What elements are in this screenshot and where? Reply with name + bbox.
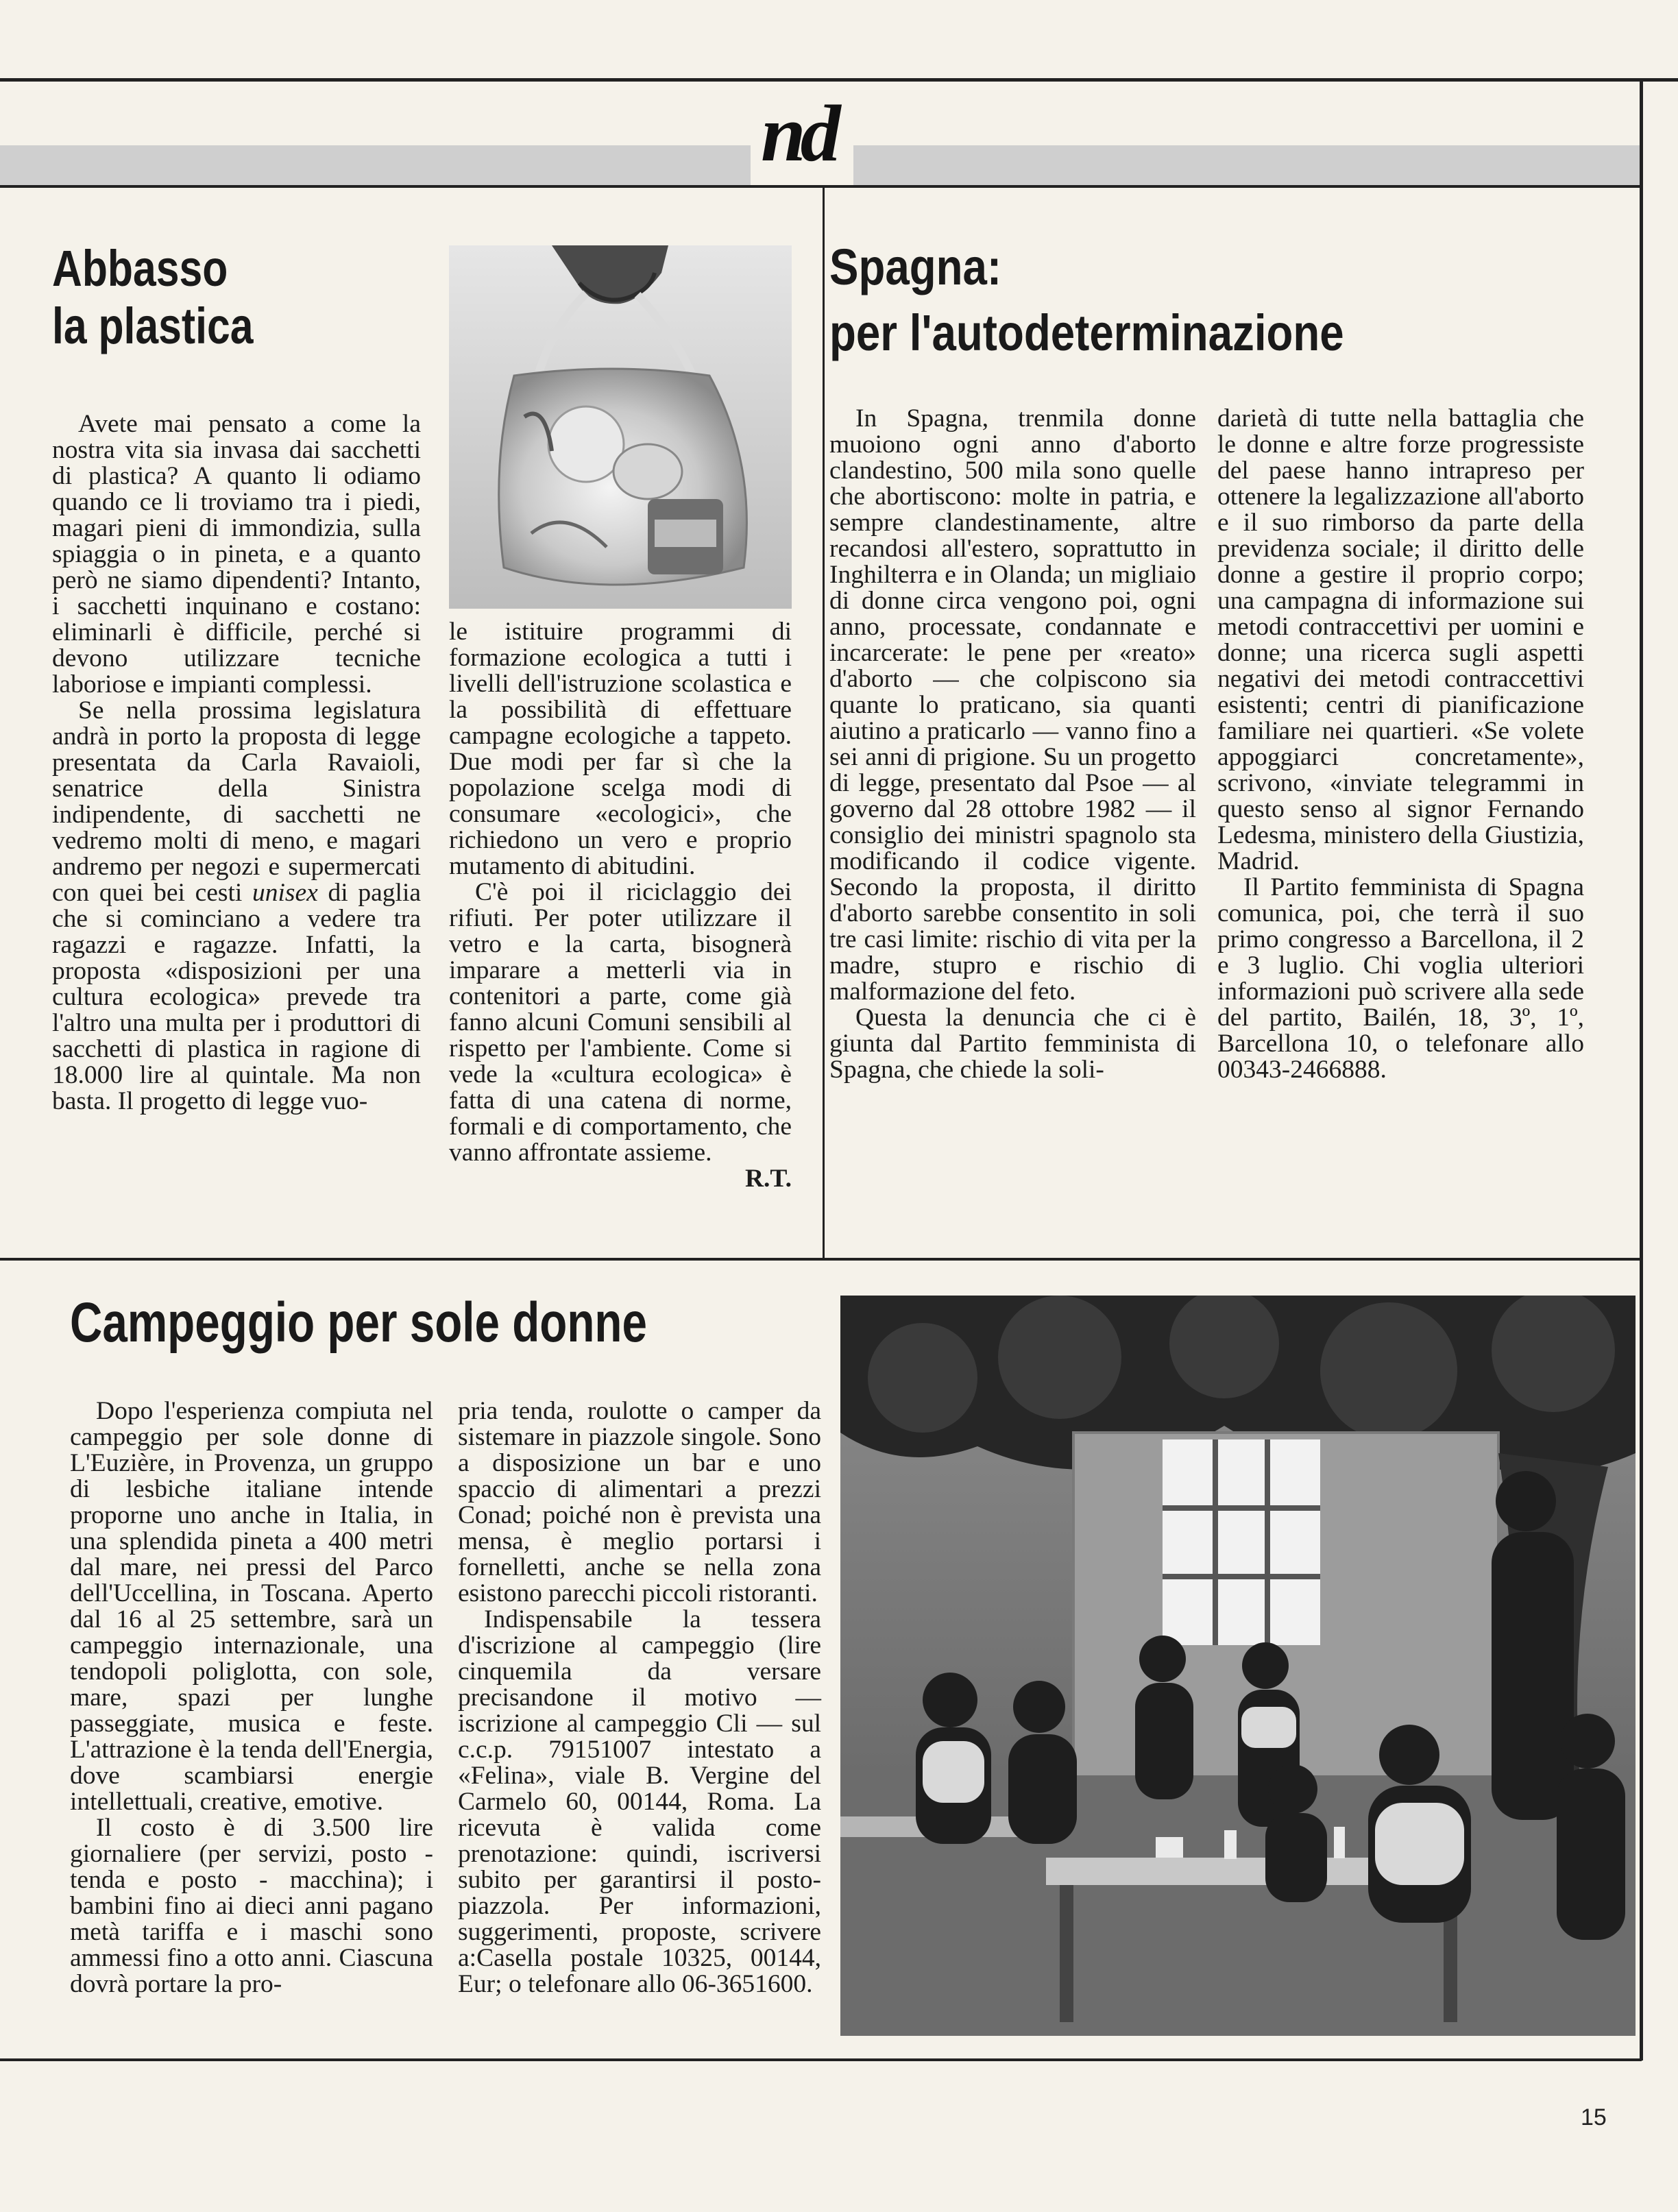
camp-gathering-image [840, 1296, 1636, 2036]
title-line-1: Spagna: [829, 239, 1002, 295]
column-divider [823, 186, 825, 1259]
article-camp-title: Campeggio per sole donne [70, 1291, 647, 1354]
article-plastic-col-2 [449, 619, 792, 1192]
title-line-1: Abbasso [52, 240, 228, 297]
top-rule [0, 78, 1678, 82]
magazine-logo: nd [761, 88, 836, 178]
page-number: 15 [1581, 2104, 1607, 2130]
middle-rule [0, 1258, 1642, 1261]
article-spain-title [829, 234, 1596, 366]
paragraph: Questa la denuncia che ci è giunta dal Partito femminista di Spagna, che chiede la soli- [829, 1004, 1196, 1084]
article-camp-col-2 [458, 1398, 821, 1997]
article-spain-col-1 [829, 406, 1196, 1083]
paragraph: In Spagna, trenmila donne muoiono ogni anno d'aborto clandestino, 500 mila sono quelle che abortiscono: molte in patria, e sempre clandestinamente, altre recandosi all'estero, soprattutto in Inghilterra e in Olanda; un migliaio di donne circa vengono poi, ogni anno, processate, condannate e incarcerate: le pene per «reato» d'aborto — che colpiscono sia quante lo praticano, sia quanti aiutino a praticarlo — vanno fino a sei anni di prigione. Su un progetto di legge, presentato dal Psoe — al governo dal 28 ottobre 1982 — il consiglio dei ministri spagnolo sta modificando il codice vigente. Secondo la proposta, il diritto d'aborto sarebbe consentito in soli tre casi limite: rischio di vita per la madre, stupro e rischio di malformazione del feto. [829, 404, 1196, 1006]
header-band-left [0, 145, 751, 185]
women-camp-photo [840, 1296, 1636, 2036]
bottom-rule [0, 2058, 1642, 2061]
signature: R.T. [744, 1165, 792, 1193]
plastic-bag-photo [449, 245, 792, 609]
article-plastic-col-1 [52, 411, 421, 1115]
paragraph: Indispensabile la tessera d'iscrizione al campeggio (lire cinquemila da versare precisandone il motivo — iscrizione al campeggio Cli — sul c.c.p. 79151007 intestato a «Felina», viale B. Vergine del Carmelo 60, 00144, Roma. La ricevuta è valida come prenotazione: quindi, iscriversi subito per garantirsi il posto-piazzola. Per informazioni, suggerimenti, proposte, scrivere a:Casella postale 10325, 00144, Eur; o telefonare allo 06-3651600. [458, 1605, 821, 1998]
paragraph: pria tenda, roulotte o camper da sistemare in piazzole singole. Sono a disposizione un bar e uno spaccio di alimentari a prezzi Conad; poiché non è prevista una mensa, è meglio portarsi i fornelletti, anche se nella zona esistono parecchi piccoli ristoranti. [458, 1397, 821, 1607]
paragraph: Se nella prossima legislatura andrà in porto la proposta di legge presentata da Carla Ravaioli, senatrice della Sinistra indipendente, di sacchetti ne vedremo molti di meno, e magari andremo per negozi e supermercati con quei bei cesti unisex di paglia che si cominciano a vedere tra ragazzi e ragazze. Infatti, la proposta «disposizioni per una cultura ecologica» prevede tra l'altro una multa per i produttori di sacchetti di plastica in ragione di 18.000 lire al quintale. Ma non basta. Il progetto di legge vuo- [52, 696, 422, 1115]
paragraph: le istituire programmi di formazione ecologica a tutti i livelli dell'istruzione scolastica e la possibilità di effettuare campagne ecologiche a tappeto. Due modi per far sì che la popolazione scelga modi di consumare «ecologici», che richiedono un vero e proprio mutamento di abitudini. [449, 618, 792, 880]
paragraph: darietà di tutte nella battaglia che le donne e altre forze progressiste del paese hanno intrapreso per ottenere la legalizzazione all'aborto e il suo rimborso da parte della previdenza sociale; il diritto delle donne a gestire il proprio corpo; una campagna di informazione sui metodi contraccettivi per uomini e donne; una ricerca sugli aspetti negativi dei metodi contraccettivi esistenti; centri di pianificazione familiare nei quartieri. «Se volete appoggiarci concretamente», scrivono, «inviate telegrammi in questo senso al signor Fernando Ledesma, ministero della Giustizia, Madrid. [1217, 404, 1584, 875]
article-spain-col-2 [1217, 406, 1584, 1083]
header-band-right [853, 145, 1642, 185]
paragraph: Dopo l'esperienza compiuta nel campeggio per sole donne di L'Euzière, in Provenza, un gruppo di lesbiche italiane intende proporne uno anche in Italia, in una splendida pineta a 400 metri dal mare, nei pressi del Parco dell'Uccellina, in Toscana. Aperto dal 16 al 25 settembre, sarà un campeggio internazionale, una tendopoli poliglotta, con sole, mare, spazi per lunghe passeggiate, musica e feste. L'attrazione è la tenda dell'Energia, dove scambiarsi energie intellettuali, creative, emotive. [70, 1397, 433, 1816]
plastic-bag-image [449, 245, 792, 609]
header-rule [0, 185, 1642, 188]
article-plastic-title [52, 240, 389, 355]
title-line-2: per l'autodeterminazione [829, 304, 1344, 361]
italic-term: unisex [252, 879, 318, 907]
title-line-2: la plastica [52, 297, 254, 354]
paragraph: Il Partito femminista di Spagna comunica, poi, che terrà il suo primo congresso a Barcellona, il 2 e 3 luglio. Chi voglia ulteriori informazioni può scrivere alla sede del partito, Bailén, 18, 3º, 1º, Barcellona 10, o telefonare allo 00343-2466888. [1217, 873, 1584, 1084]
right-border [1640, 80, 1643, 2061]
paragraph: C'è poi il riciclaggio dei rifiuti. Per poter utilizzare il vetro e la carta, bisognerà imparare a metterli via in contenitori a parte, come già fanno alcuni Comuni sensibili al rispetto per l'ambiente. Come si vede la «cultura ecologica» è fatta di una catena di norme, formali e di comportamento, che vanno affrontate assieme. [449, 878, 792, 1167]
paragraph: Il costo è di 3.500 lire giornaliere (per servizi, posto - tenda e posto - macchina); i bambini fino ai dieci anni pagano metà tariffa e i maschi sono ammessi fino a otto anni. Ciascuna dovrà portare la pro- [70, 1814, 433, 1998]
article-camp-col-1 [70, 1398, 433, 1997]
paragraph: Avete mai pensato a come la nostra vita sia invasa dai sacchetti di plastica? A quanto li odiamo quando ce li troviamo tra i piedi, magari pieni di immondizia, sulla spiaggia o in pineta, e a quanto però ne siamo dipendenti? Intanto, i sacchetti inquinano e costano: eliminarli è difficile, perché si devono utilizzare tecniche laboriose e impianti complessi. [52, 410, 421, 698]
